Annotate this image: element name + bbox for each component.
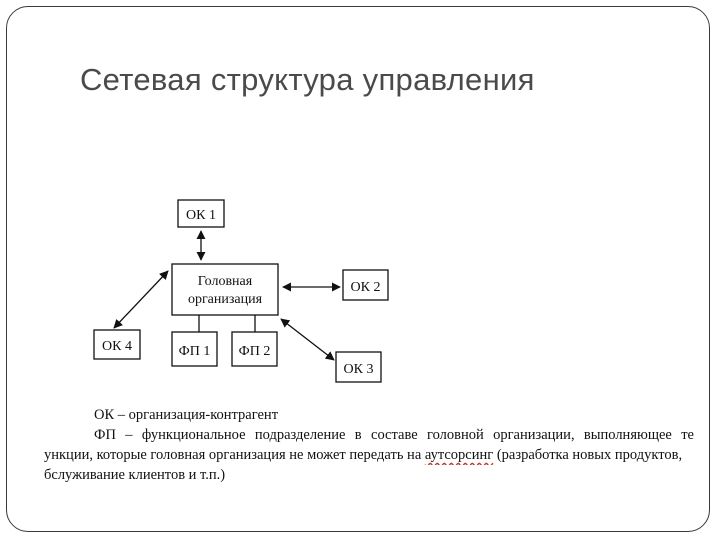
node-head-label-line2: организация: [187, 292, 263, 307]
legend-fp-definition-cont: [44, 445, 694, 465]
node-ok2: [343, 270, 388, 300]
legend-fp-definition: ФП – функциональное подразделение в составе головной организации, выполняющее те: [94, 427, 694, 443]
node-fp1: [172, 332, 217, 366]
connector-head-ok4: [114, 271, 168, 328]
node-ok2-label: ОК 2: [350, 280, 381, 295]
node-fp1-label: ФП 1: [178, 344, 211, 359]
legend-fp-definition-end: бслуживание клиентов и т.п.): [44, 467, 226, 483]
legend-outsourcing-term: аутсорсинг: [424, 447, 494, 463]
connector-head-ok3: [281, 319, 334, 360]
node-ok1: [178, 200, 224, 227]
legend-ok-definition: ОК – организация-контрагент: [94, 407, 279, 423]
node-ok3-label: ОК 3: [343, 362, 374, 377]
node-ok3: [336, 352, 381, 382]
node-fp2: [232, 332, 277, 366]
slide-title: Сетевая структура управления: [80, 62, 535, 97]
node-ok4: [94, 330, 140, 359]
legend: [44, 405, 694, 485]
node-ok1-label: ОК 1: [186, 208, 216, 223]
legend-line3-part1: ункции, которые головная организация не может передать на: [44, 447, 425, 463]
node-ok4-label: ОК 4: [102, 339, 132, 354]
node-head-label-line1: Головная: [197, 274, 253, 289]
legend-line3-part2: (разработка новых продуктов,: [493, 447, 683, 463]
node-fp2-label: ФП 2: [238, 344, 271, 359]
node-head-organization: [172, 264, 278, 315]
